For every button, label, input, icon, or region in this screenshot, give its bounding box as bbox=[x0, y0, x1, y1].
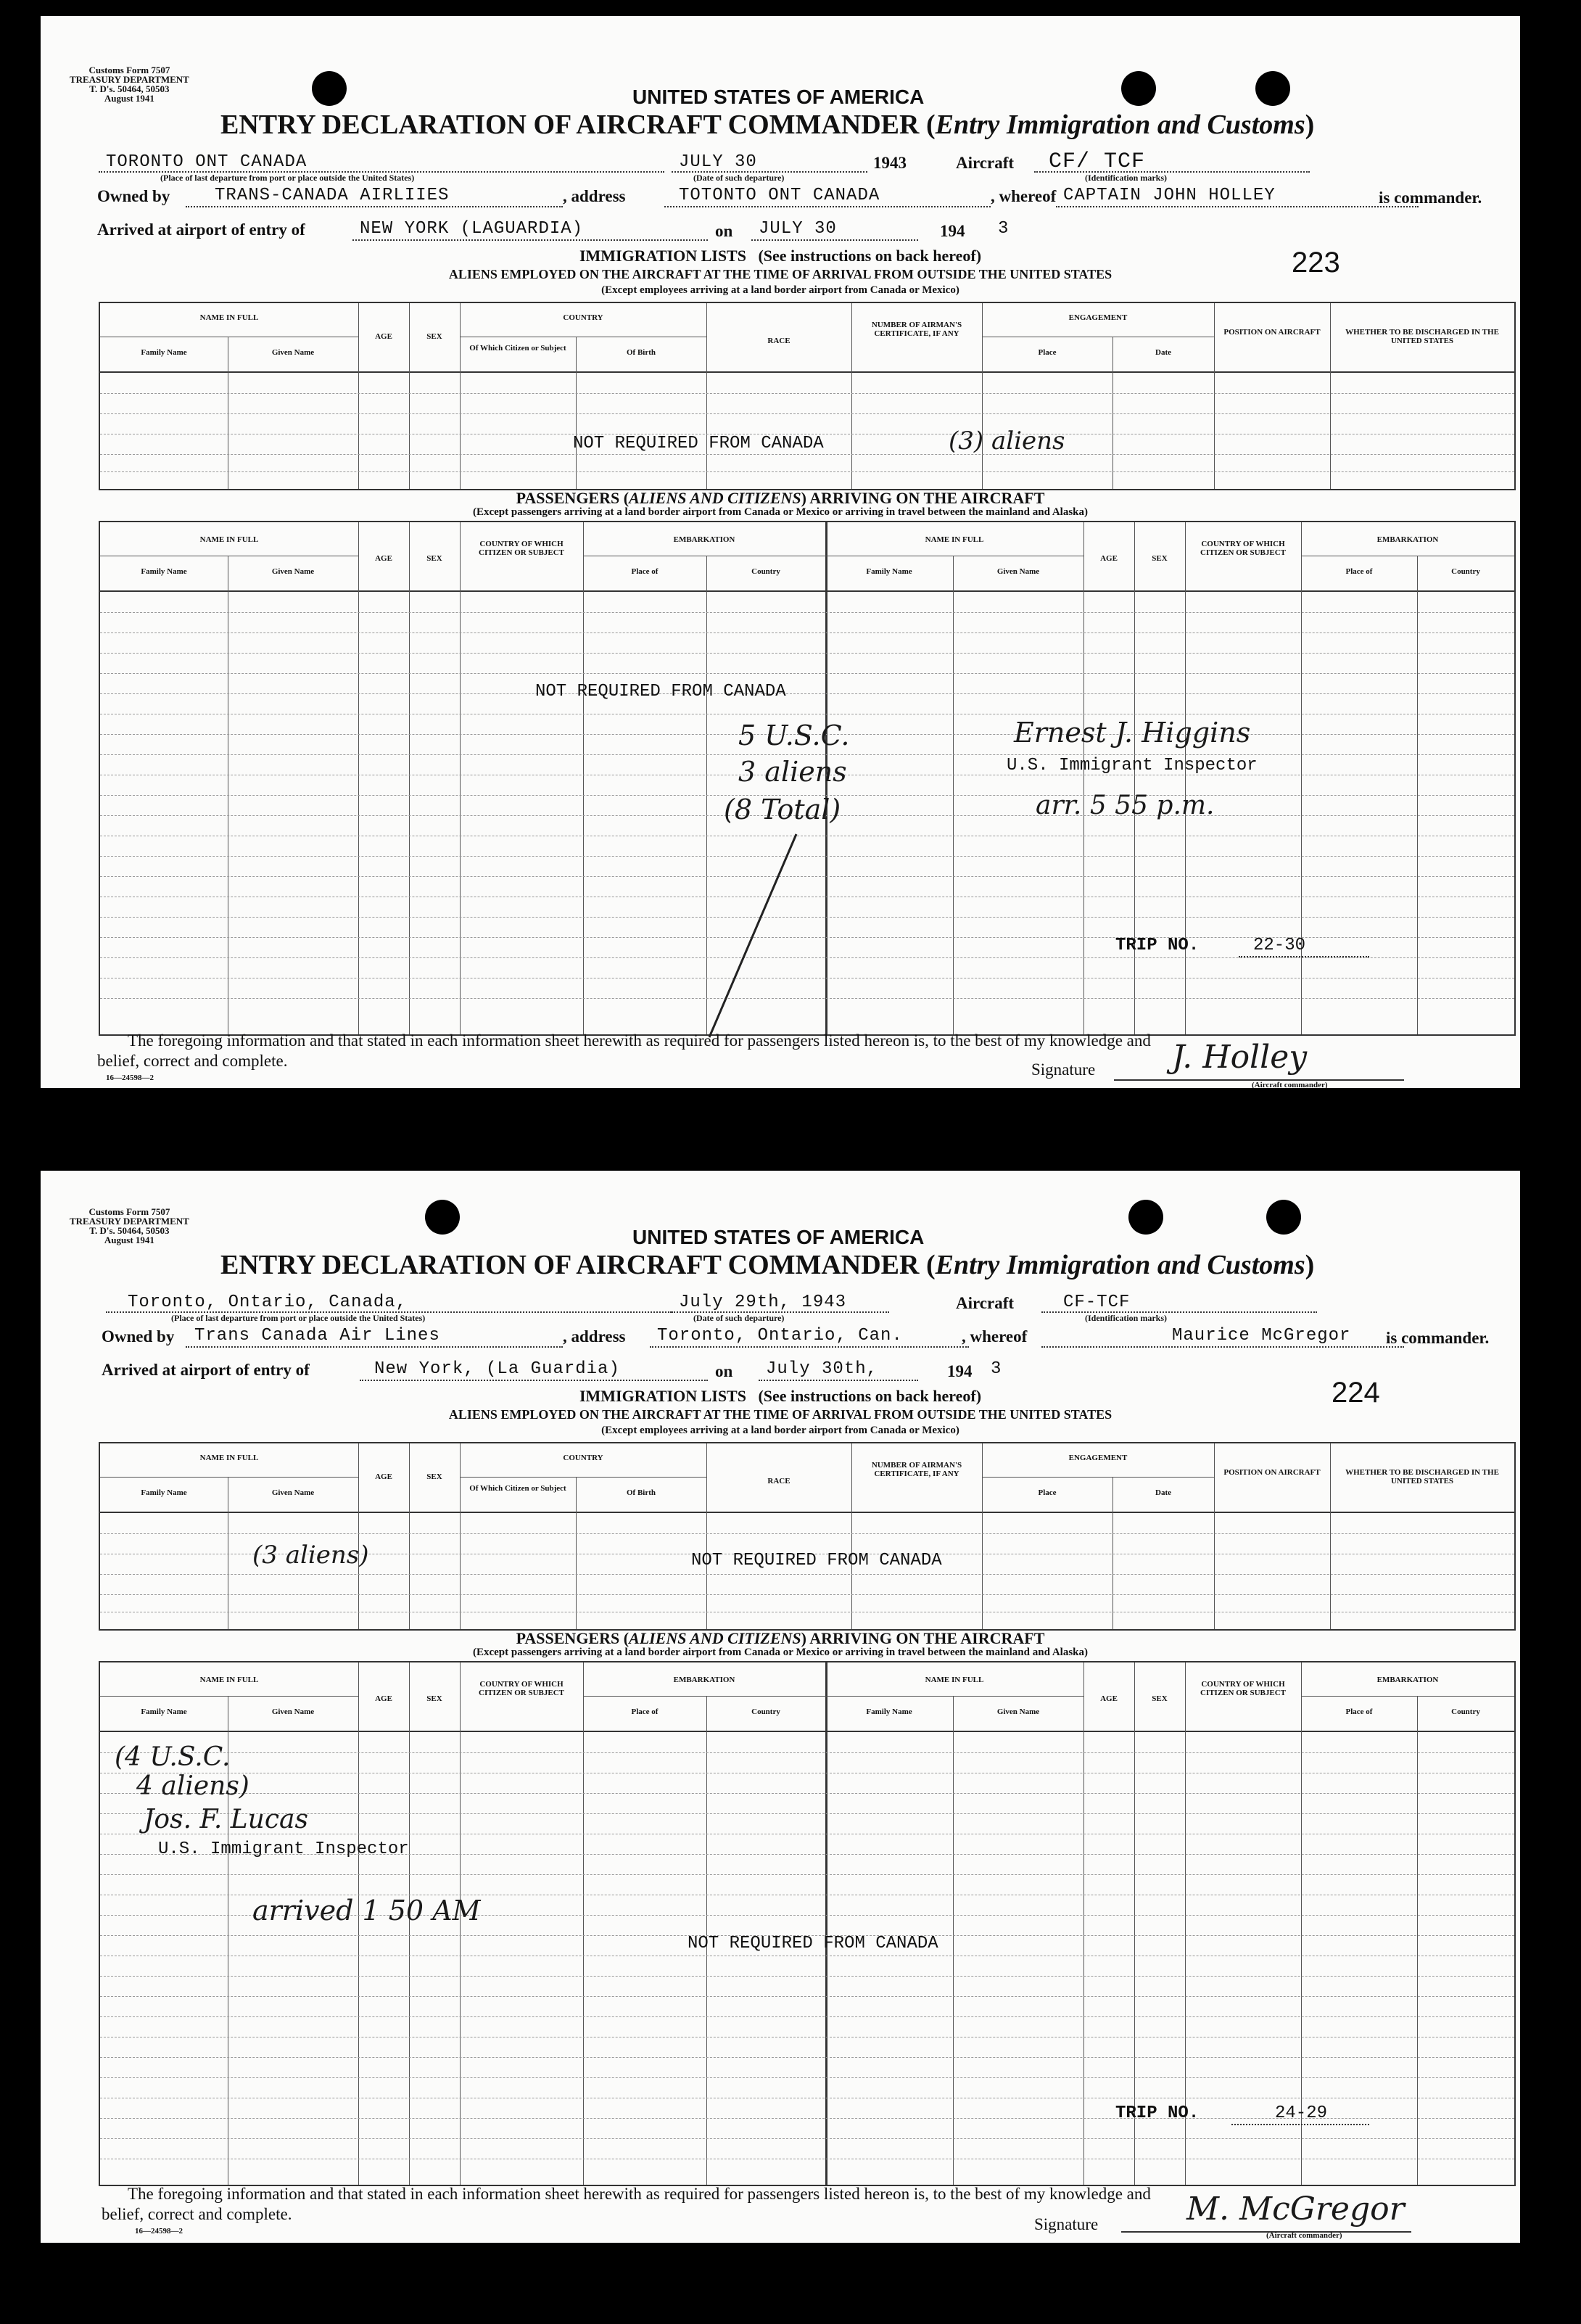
departure-date: July 29th, 1943 bbox=[679, 1293, 847, 1312]
passengers-header-a: PASSENGERS ( bbox=[516, 1629, 629, 1647]
crew-col-country: COUNTRY bbox=[563, 313, 603, 322]
ruled-line bbox=[100, 754, 1514, 755]
address-label: , address bbox=[563, 187, 626, 205]
arrival-time-note: arr. 5 55 p.m. bbox=[1036, 791, 1215, 820]
pass-col-sex: SEX bbox=[426, 1694, 442, 1703]
departure-place: Toronto, Ontario, Canada, bbox=[128, 1293, 408, 1312]
whereof-label: , whereof bbox=[962, 1327, 1028, 1346]
pass-col-given: Given Name bbox=[271, 1707, 315, 1716]
departure-place-caption: (Place of last departure from port or place outside the United States) bbox=[160, 173, 415, 183]
crew-not-required-stamp: NOT REQUIRED FROM CANADA bbox=[691, 1551, 942, 1570]
aliens-header: ALIENS EMPLOYED ON THE AIRCRAFT AT THE TIME OF ARRIVAL FROM OUTSIDE THE UNITED STATES bbox=[448, 1407, 1113, 1422]
crew-col-date: Date bbox=[1155, 348, 1171, 357]
ruled-line bbox=[100, 1996, 1514, 1997]
arrival-year-fill: 3 bbox=[998, 219, 1010, 239]
signature-label: Signature bbox=[1034, 2215, 1099, 2233]
crew-col-certificate: NUMBER OF AIRMAN'S CERTIFICATE, IF ANY bbox=[871, 1461, 962, 1478]
arrival-date: July 30th, bbox=[766, 1359, 878, 1379]
commander-signature: J. Holley bbox=[1172, 1039, 1308, 1076]
crew-col-position: POSITION ON AIRCRAFT bbox=[1223, 1468, 1321, 1477]
crew-col-certificate: NUMBER OF AIRMAN'S CERTIFICATE, IF ANY bbox=[871, 321, 962, 338]
crew-table bbox=[99, 302, 1516, 490]
crew-alien-count-note: (3 aliens) bbox=[252, 1541, 369, 1570]
owned-by-label: Owned by bbox=[102, 1327, 175, 1346]
punch-hole bbox=[1255, 71, 1290, 106]
punch-hole bbox=[312, 71, 347, 106]
trip-label: TRIP NO. bbox=[1115, 2103, 1200, 2123]
arrived-label: Arrived at airport of entry of bbox=[97, 221, 305, 239]
passengers-header-italic: ALIENS AND CITIZENS bbox=[629, 489, 801, 507]
is-commander-label: is commander. bbox=[1379, 189, 1482, 207]
footer-text-1: The foregoing information and that stated in each information sheet herewith as required for passengers listed hereon is, to the best of my knowledge and bbox=[128, 1031, 1151, 1050]
owner-address: TOTONTO ONT CANADA bbox=[679, 186, 880, 205]
crew-col-race: RACE bbox=[767, 337, 790, 345]
passengers-header-a: PASSENGERS ( bbox=[516, 489, 629, 507]
footer-text-2: belief, correct and complete. bbox=[102, 2205, 292, 2223]
ruled-line bbox=[100, 1752, 1514, 1753]
departure-place-caption: (Place of last departure from port or place outside the United States) bbox=[171, 1313, 426, 1323]
crew-col-family: Family Name bbox=[141, 1488, 187, 1497]
pass-col-name-2: NAME IN FULL bbox=[925, 1676, 984, 1684]
crew-col-place: Place bbox=[1038, 1488, 1057, 1497]
arrival-airport: NEW YORK (LAGUARDIA) bbox=[360, 219, 584, 239]
crew-col-engagement: ENGAGEMENT bbox=[1068, 313, 1128, 322]
crew-col-discharged: WHETHER TO BE DISCHARGED IN THE UNITED STATES bbox=[1345, 1468, 1499, 1486]
country-header: UNITED STATES OF AMERICA bbox=[632, 1226, 925, 1248]
td-numbers: T. D's. 50464, 50503 bbox=[89, 1225, 170, 1236]
crew-col-birth: Of Birth bbox=[626, 348, 656, 357]
aircraft-marks: CF/ TCF bbox=[1049, 149, 1146, 174]
hand-note-usc: 5 U.S.C. bbox=[738, 720, 850, 751]
form-date: August 1941 bbox=[104, 1235, 154, 1245]
pass-col-given-2: Given Name bbox=[996, 567, 1040, 576]
pass-col-age-2: AGE bbox=[1100, 1694, 1118, 1703]
ruled-line bbox=[100, 673, 1514, 674]
commander-name: CAPTAIN JOHN HOLLEY bbox=[1063, 186, 1276, 205]
form-title bbox=[220, 109, 1314, 141]
footer-text-1: The foregoing information and that stated in each information sheet herewith as required for passengers listed hereon is, to the best of my knowledge and bbox=[128, 2185, 1151, 2203]
crew-col-discharged: WHETHER TO BE DISCHARGED IN THE UNITED STATES bbox=[1345, 328, 1499, 345]
pass-col-place: Place of bbox=[631, 1707, 659, 1716]
punch-hole bbox=[425, 1200, 460, 1235]
on-label: on bbox=[715, 222, 733, 240]
passengers-header-b: ) ARRIVING ON THE AIRCRAFT bbox=[801, 1629, 1045, 1647]
crew-col-age: AGE bbox=[375, 1472, 392, 1481]
inspector-label: U.S. Immigrant Inspector bbox=[1007, 756, 1258, 775]
ruled-line bbox=[100, 693, 1514, 694]
crew-col-name: NAME IN FULL bbox=[199, 1454, 259, 1462]
crew-col-given: Given Name bbox=[271, 1488, 315, 1497]
passengers-header bbox=[41, 489, 1520, 508]
immigration-lists-heading bbox=[41, 1387, 1520, 1406]
form-header bbox=[70, 65, 189, 103]
crew-col-citizen: Of Which Citizen or Subject bbox=[469, 1484, 566, 1493]
pass-col-embark-2: EMBARKATION bbox=[1376, 1676, 1439, 1684]
form-number: Customs Form 7507 bbox=[88, 1206, 170, 1217]
pass-col-name: NAME IN FULL bbox=[199, 535, 259, 544]
is-commander-label: is commander. bbox=[1386, 1329, 1490, 1347]
crew-col-birth: Of Birth bbox=[626, 1488, 656, 1497]
ruled-line bbox=[100, 653, 1514, 654]
aliens-subheader: (Except employees arriving at a land border airport from Canada or Mexico) bbox=[601, 1425, 959, 1436]
form-header bbox=[70, 1207, 189, 1245]
arrival-time-note: arrived 1 50 AM bbox=[252, 1895, 481, 1927]
entry-declaration-form-224 bbox=[41, 1171, 1520, 2243]
hand-note-aliens: 3 aliens bbox=[738, 756, 847, 788]
aliens-subheader: (Except employees arriving at a land border airport from Canada or Mexico) bbox=[601, 284, 959, 296]
pass-col-given: Given Name bbox=[271, 567, 315, 576]
pass-col-sex-2: SEX bbox=[1152, 1694, 1168, 1703]
pass-col-family: Family Name bbox=[141, 1707, 187, 1716]
passengers-header bbox=[41, 1629, 1520, 1648]
pass-col-country: Country bbox=[751, 567, 780, 576]
title-italic: Entry Immigration and Customs bbox=[935, 110, 1305, 140]
owned-by-label: Owned by bbox=[97, 187, 170, 205]
pass-col-name-2: NAME IN FULL bbox=[925, 535, 984, 544]
departure-date: JULY 30 bbox=[679, 152, 757, 172]
marks-caption: (Identification marks) bbox=[1085, 1313, 1167, 1323]
lists-title: IMMIGRATION LISTS bbox=[579, 247, 746, 265]
ruled-line bbox=[100, 632, 1514, 633]
pass-col-given-2: Given Name bbox=[996, 1707, 1040, 1716]
crew-col-sex: SEX bbox=[426, 1472, 442, 1481]
form-date: August 1941 bbox=[104, 93, 154, 104]
signature-label: Signature bbox=[1031, 1060, 1096, 1079]
pass-col-place-2: Place of bbox=[1345, 1707, 1373, 1716]
lists-instructions: (See instructions on back hereof) bbox=[758, 1387, 982, 1405]
crew-table bbox=[99, 1442, 1516, 1631]
pen-stroke bbox=[695, 827, 811, 1044]
title-italic: Entry Immigration and Customs bbox=[935, 1250, 1305, 1280]
ruled-line bbox=[100, 612, 1514, 613]
ruled-line bbox=[100, 2016, 1514, 2017]
pass-col-embark: EMBARKATION bbox=[673, 535, 735, 544]
ruled-line bbox=[100, 1874, 1514, 1875]
on-label: on bbox=[715, 1362, 733, 1380]
crew-col-date: Date bbox=[1155, 1488, 1171, 1497]
department: TREASURY DEPARTMENT bbox=[70, 1216, 189, 1227]
ruled-line bbox=[100, 1793, 1514, 1794]
passengers-subheader: (Except passengers arriving at a land border airport from Canada or Mexico or arriving in travel between the mainland and Alaska) bbox=[472, 506, 1089, 518]
owner: Trans Canada Air Lines bbox=[194, 1326, 440, 1346]
inspector-signature: Ernest J. Higgins bbox=[1014, 717, 1251, 749]
crew-col-family: Family Name bbox=[141, 348, 187, 357]
aircraft-commander-caption: (Aircraft commander) bbox=[1266, 2231, 1342, 2240]
whereof-label: , whereof bbox=[991, 187, 1057, 205]
aliens-header: ALIENS EMPLOYED ON THE AIRCRAFT AT THE TIME OF ARRIVAL FROM OUTSIDE THE UNITED STATES bbox=[448, 267, 1113, 281]
country-header: UNITED STATES OF AMERICA bbox=[632, 86, 925, 108]
aircraft-label: Aircraft bbox=[956, 1294, 1015, 1312]
pass-col-age: AGE bbox=[375, 1694, 392, 1703]
punch-hole bbox=[1128, 1200, 1163, 1235]
departure-place: TORONTO ONT CANADA bbox=[106, 152, 307, 172]
form-number: Customs Form 7507 bbox=[88, 65, 170, 75]
hand-note-usc: (4 U.S.C. bbox=[115, 1742, 231, 1772]
arrival-year-label: 194 bbox=[947, 1362, 973, 1380]
title-close: ) bbox=[1305, 110, 1315, 140]
lists-title: IMMIGRATION LISTS bbox=[579, 1387, 746, 1405]
ruled-line bbox=[100, 1976, 1514, 1977]
passengers-not-required-stamp: NOT REQUIRED FROM CANADA bbox=[535, 682, 786, 701]
passengers-not-required-stamp: NOT REQUIRED FROM CANADA bbox=[688, 1934, 938, 1953]
arrival-year-label: 194 bbox=[940, 222, 965, 240]
aircraft-commander-caption: (Aircraft commander) bbox=[1252, 1081, 1328, 1089]
crew-col-engagement: ENGAGEMENT bbox=[1068, 1454, 1128, 1462]
trip-number: 24-29 bbox=[1275, 2103, 1328, 2123]
punch-hole bbox=[1121, 71, 1156, 106]
pass-col-age: AGE bbox=[375, 554, 392, 563]
pass-col-citizen-2: COUNTRY OF WHICH CITIZEN OR SUBJECT bbox=[1200, 540, 1286, 557]
pass-col-sex: SEX bbox=[426, 554, 442, 563]
passengers-table bbox=[99, 1661, 1516, 2186]
passengers-header-b: ) ARRIVING ON THE AIRCRAFT bbox=[801, 489, 1045, 507]
pass-col-family-2: Family Name bbox=[866, 1707, 912, 1716]
lists-instructions: (See instructions on back hereof) bbox=[758, 247, 982, 265]
pass-col-citizen-2: COUNTRY OF WHICH CITIZEN OR SUBJECT bbox=[1200, 1680, 1286, 1697]
crew-col-position: POSITION ON AIRCRAFT bbox=[1223, 328, 1321, 337]
commander-signature: M. McGregor bbox=[1186, 2191, 1405, 2228]
date-caption: (Date of such departure) bbox=[693, 173, 785, 183]
crew-col-place: Place bbox=[1038, 348, 1057, 357]
crew-not-required-stamp: NOT REQUIRED FROM CANADA bbox=[573, 434, 824, 453]
arrived-label: Arrived at airport of entry of bbox=[102, 1361, 310, 1379]
ruled-line bbox=[100, 2077, 1514, 2078]
arrival-date: JULY 30 bbox=[759, 219, 837, 239]
arrival-airport: New York, (La Guardia) bbox=[374, 1359, 620, 1379]
pass-col-family: Family Name bbox=[141, 567, 187, 576]
pass-col-sex-2: SEX bbox=[1152, 554, 1168, 563]
crew-col-citizen: Of Which Citizen or Subject bbox=[469, 344, 566, 353]
address-label: , address bbox=[563, 1327, 626, 1346]
inspector-signature: Jos. F. Lucas bbox=[144, 1805, 308, 1834]
crew-col-age: AGE bbox=[375, 332, 392, 341]
pass-col-place-2: Place of bbox=[1345, 567, 1373, 576]
trip-number: 22-30 bbox=[1253, 936, 1306, 955]
date-caption: (Date of such departure) bbox=[693, 1313, 785, 1323]
pass-col-citizen: COUNTRY OF WHICH CITIZEN OR SUBJECT bbox=[479, 1680, 564, 1697]
title-main: ENTRY DECLARATION OF AIRCRAFT COMMANDER ( bbox=[220, 1250, 936, 1280]
crew-col-country: COUNTRY bbox=[563, 1454, 603, 1462]
pass-col-country: Country bbox=[751, 1707, 780, 1716]
crew-col-sex: SEX bbox=[426, 332, 442, 341]
pass-col-embark: EMBARKATION bbox=[673, 1676, 735, 1684]
trip-label: TRIP NO. bbox=[1115, 936, 1200, 955]
form-title bbox=[220, 1249, 1314, 1281]
td-numbers: T. D's. 50464, 50503 bbox=[89, 83, 170, 94]
title-main: ENTRY DECLARATION OF AIRCRAFT COMMANDER ( bbox=[220, 110, 936, 140]
hand-note-aliens: 4 aliens) bbox=[136, 1771, 249, 1801]
printer-code: 16—24598—2 bbox=[135, 2227, 183, 2236]
passengers-table bbox=[99, 521, 1516, 1036]
pass-col-embark-2: EMBARKATION bbox=[1376, 535, 1439, 544]
aircraft-marks: CF-TCF bbox=[1063, 1293, 1131, 1312]
pass-col-country-2: Country bbox=[1451, 1707, 1480, 1716]
serial-number: 223 bbox=[1292, 247, 1340, 279]
printer-code: 16—24598—2 bbox=[106, 1074, 154, 1082]
punch-hole bbox=[1266, 1200, 1301, 1235]
aircraft-label: Aircraft bbox=[956, 154, 1015, 172]
passengers-subheader: (Except passengers arriving at a land border airport from Canada or Mexico or arriving in travel between the mainland and Alaska) bbox=[472, 1647, 1089, 1658]
ruled-line bbox=[100, 2057, 1514, 2058]
crew-col-race: RACE bbox=[767, 1477, 790, 1486]
crew-col-name: NAME IN FULL bbox=[199, 313, 259, 322]
pass-col-country-2: Country bbox=[1451, 567, 1480, 576]
pass-col-family-2: Family Name bbox=[866, 567, 912, 576]
passengers-header-italic: ALIENS AND CITIZENS bbox=[629, 1629, 801, 1647]
department: TREASURY DEPARTMENT bbox=[70, 74, 189, 85]
marks-caption: (Identification marks) bbox=[1085, 173, 1167, 183]
pass-col-age-2: AGE bbox=[1100, 554, 1118, 563]
commander-name: Maurice McGregor bbox=[1172, 1326, 1351, 1346]
hand-note-total: (8 Total) bbox=[724, 794, 841, 825]
owner: TRANS-CANADA AIRLIIES bbox=[215, 186, 450, 205]
pass-col-name: NAME IN FULL bbox=[199, 1676, 259, 1684]
title-close: ) bbox=[1305, 1250, 1315, 1280]
crew-col-given: Given Name bbox=[271, 348, 315, 357]
ruled-line bbox=[100, 2138, 1514, 2139]
serial-number: 224 bbox=[1332, 1377, 1380, 1409]
entry-declaration-form-223 bbox=[41, 16, 1520, 1088]
year-label: 1943 bbox=[873, 154, 907, 172]
pass-col-place: Place of bbox=[631, 567, 659, 576]
owner-address: Toronto, Ontario, Can. bbox=[657, 1326, 903, 1346]
pass-col-citizen: COUNTRY OF WHICH CITIZEN OR SUBJECT bbox=[479, 540, 564, 557]
inspector-label: U.S. Immigrant Inspector bbox=[158, 1839, 409, 1859]
arrival-year-fill: 3 bbox=[991, 1359, 1002, 1379]
crew-alien-count-note: (3) aliens bbox=[949, 427, 1065, 456]
footer-text-2: belief, correct and complete. bbox=[97, 1052, 288, 1070]
ruled-line bbox=[100, 1813, 1514, 1814]
